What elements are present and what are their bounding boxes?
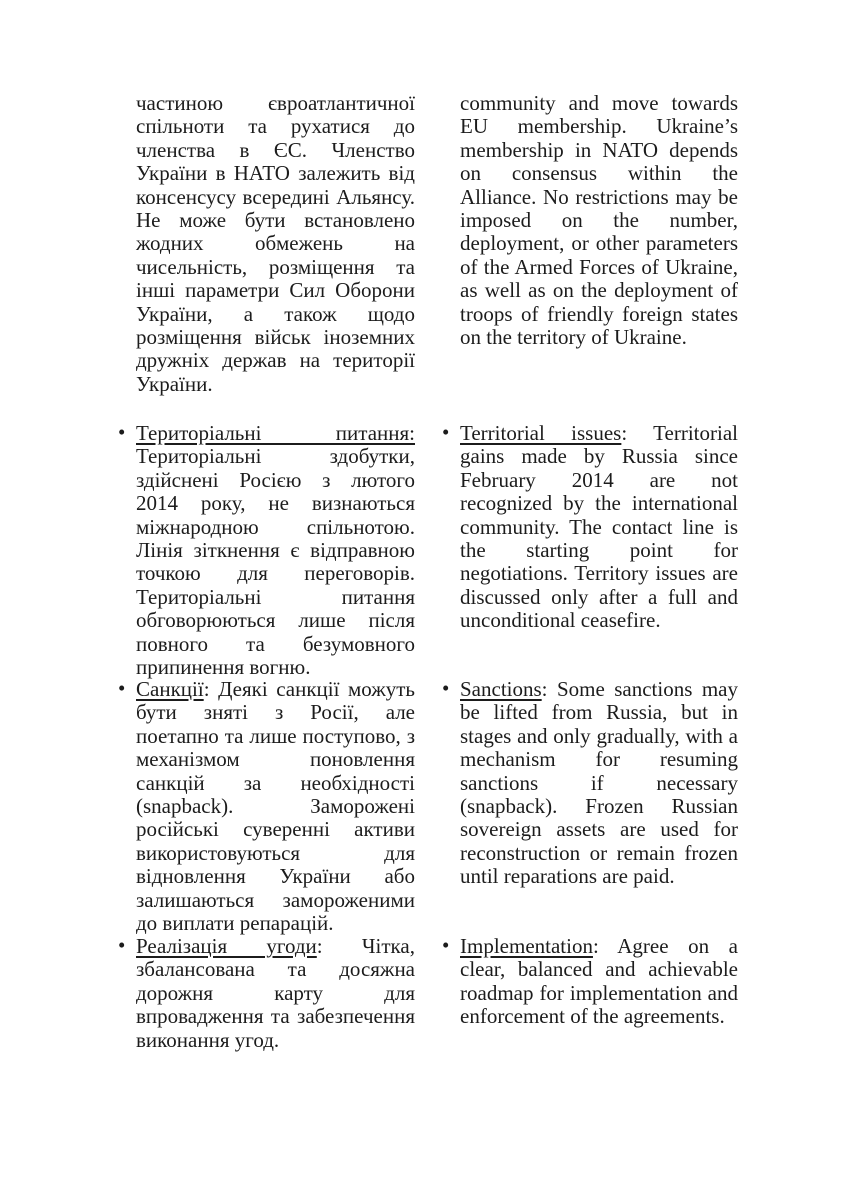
list-item-uk-territorial [117,422,415,679]
paragraph-text [136,935,415,1052]
body-text: Чітка, збалансована та досяжна дорожня карту для впровадження та забезпечення виконання угод. [136,934,415,1052]
body-text: Територіальні здобутки, здійснені Росією з лютого 2014 року, не визнаються міжнародною спільнотою. Лінія зіткнення є відправною точкою для переговорів. Територіальні питання обговорюються лише після повного та безумовного припинення вогню. [136,444,415,680]
paragraph-text [460,92,738,349]
bullet-icon: • [442,933,450,957]
list-item-uk-implementation [117,935,415,1052]
item-heading: Санкції [136,677,204,701]
column-ukrainian [117,678,415,935]
column-ukrainian [117,935,415,1052]
list-item-en-territorial [441,422,738,633]
list-item-en-implementation [441,935,738,1029]
paragraph-text [460,935,738,1029]
column-english [441,678,738,889]
column-english [441,935,738,1029]
paragraph-text [136,92,415,396]
body-text: community and move towards EU membership. Ukraine’s membership in NATO depends on consensus within the Alliance. No restrictions may be imposed on the number, deployment, or other parameters of the Armed Forces of Ukraine, as well as on the deployment of troops of friendly foreign states on the territory of Ukraine. [460,91,738,350]
body-text: Деякі санкції можуть бути зняті з Росії, але поетапно та лише поступово, з механізмом поновлення санкцій за необхідності (snapback). Заморожені російські суверенні активи використовуються для відновлення України або залишаються замороженими до виплати репарацій. [136,677,415,936]
item-heading: Реалізація угоди [136,934,317,958]
item-heading: Territorial issues [460,421,622,445]
paragraph-text [460,678,738,889]
bullet-icon: • [118,676,126,700]
body-text: Agree on a clear, balanced and achievable roadmap for implementation and enforcement of the agreements. [460,934,738,1029]
section-nato-membership [117,92,738,396]
paragraph-text [136,422,415,679]
body-text: частиною євроатлантичної спільноти та рухатися до членства в ЄС. Членство України в НАТО залежить від консенсусу всередині Альянсу. Не може бути встановлено жодних обмежень на чисельність, розміщення та інші параметри Сил Оборони України, а також щодо розміщення військ іноземних дружніх держав на території України. [136,91,415,396]
list-item-en-sanctions [441,678,738,889]
column-english [441,92,738,349]
column-ukrainian [117,422,415,679]
body-text: Territorial gains made by Russia since February 2014 are not recognized by the international community. The contact line is the starting point for negotiations. Territory issues are discussed only after a full and unconditional ceasefire. [460,421,738,633]
heading-separator: : [621,421,654,445]
paragraph-text [136,678,415,935]
paragraph-text [460,422,738,633]
section-territorial-issues [117,422,738,679]
paragraph-en-nato [441,92,738,349]
column-english [441,422,738,633]
heading-separator: : [203,677,219,701]
heading-separator: : [541,677,557,701]
column-ukrainian [117,92,415,396]
bullet-icon: • [118,420,126,444]
bullet-icon: • [442,420,450,444]
body-text: Some sanctions may be lifted from Russia, but in stages and only gradually, with a mechanism for resuming sanctions if necessary (snapback). Frozen Russian sovereign assets are used for reconstruction or remain frozen until reparations are paid. [460,677,738,889]
section-sanctions [117,678,738,935]
section-implementation [117,935,738,1052]
bullet-icon: • [442,676,450,700]
paragraph-uk-nato [117,92,415,396]
list-item-uk-sanctions [117,678,415,935]
item-heading: Implementation [460,934,593,958]
bullet-icon: • [118,933,126,957]
heading-separator: : [592,934,618,958]
item-heading: Sanctions [460,677,542,701]
heading-separator: : [316,934,362,958]
item-heading: Територіальні питання: [136,421,415,445]
